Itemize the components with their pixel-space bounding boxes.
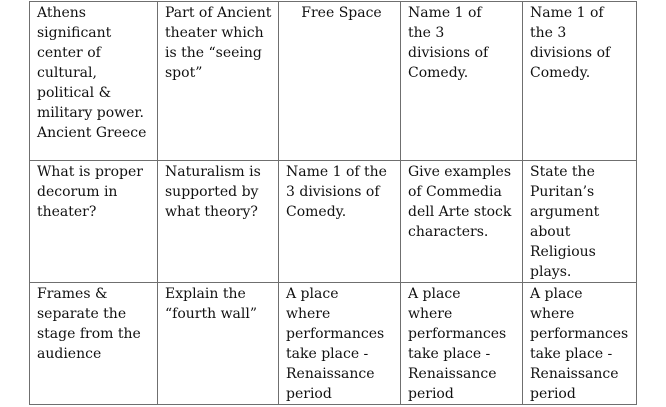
table-cell: State the Puritan’s argument about Religious plays. <box>523 161 637 283</box>
table-cell: Give examples of Commedia dell Arte stock characters. <box>401 161 523 283</box>
table-cell: Name 1 of the 3 divisions of Comedy. <box>523 2 637 161</box>
table-cell: A place where performances take place - Renaissance period <box>401 283 523 405</box>
free-space-cell: Free Space <box>279 2 401 161</box>
table-cell: Frames & separate the stage from the audience <box>30 283 158 405</box>
table-cell: A place where performances take place - Renaissance period <box>279 283 401 405</box>
table-row <box>30 161 637 283</box>
table-cell: Athens significant center of cultural, political & military power. Ancient Greece <box>30 2 158 161</box>
table-cell: What is proper decorum in theater? <box>30 161 158 283</box>
table-row <box>30 283 637 405</box>
table-cell: Naturalism is supported by what theory? <box>158 161 279 283</box>
table-cell: Explain the “fourth wall” <box>158 283 279 405</box>
table-cell: Part of Ancient theater which is the “seeing spot” <box>158 2 279 161</box>
table-cell: A place where performances take place - Renaissance period <box>523 283 637 405</box>
table-cell: Name 1 of the 3 divisions of Comedy. <box>401 2 523 161</box>
table-row <box>30 2 637 161</box>
theater-bingo-table <box>29 1 637 405</box>
table-cell: Name 1 of the 3 divisions of Comedy. <box>279 161 401 283</box>
